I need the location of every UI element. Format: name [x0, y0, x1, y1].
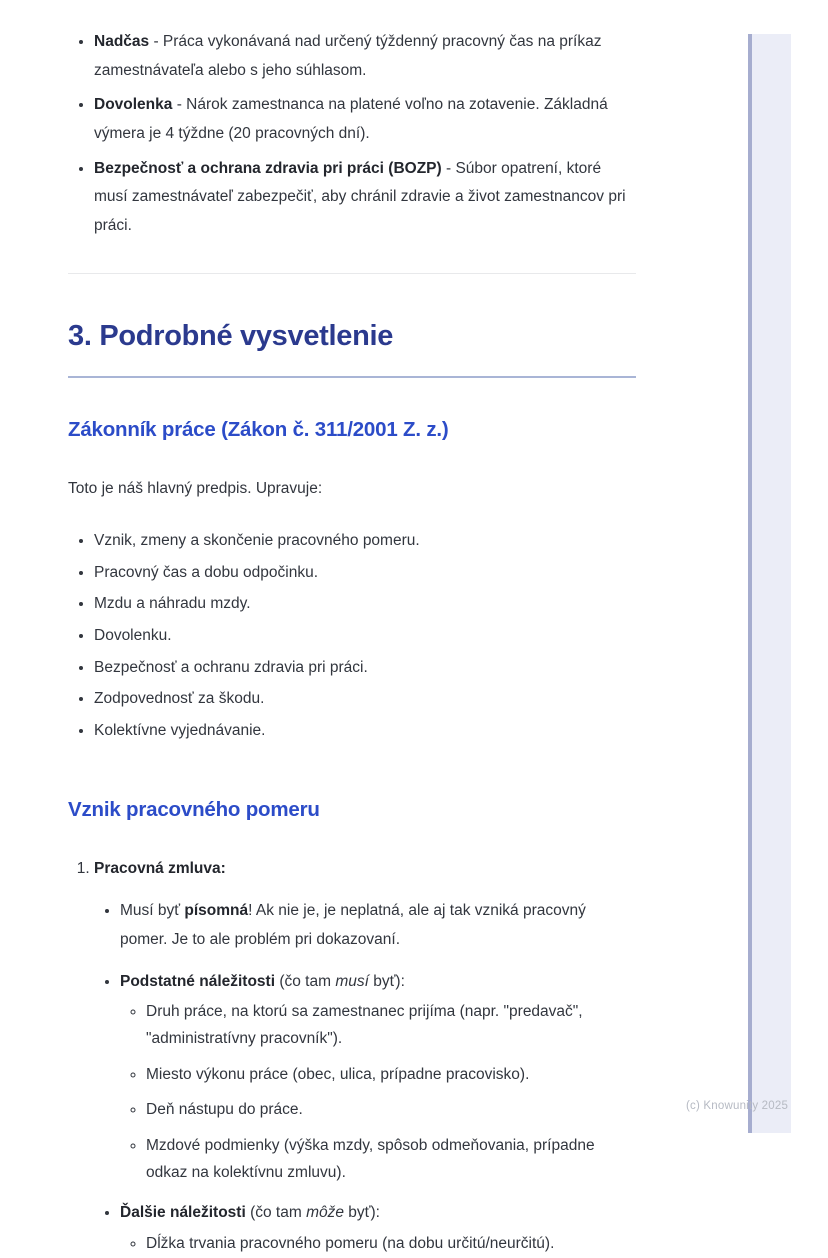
- numbered-list: [68, 855, 636, 1258]
- text-run: Musí byť: [120, 902, 185, 920]
- text-run: (čo tam: [275, 972, 336, 990]
- lead-paragraph: Toto je náš hlavný predpis. Upravuje:: [68, 480, 323, 498]
- list-item: [120, 1199, 636, 1257]
- term-desc: - Súbor opatrení, ktoré musí zamestnávateľ zabezpečiť, aby chránil zdravie a život zamestnancov pri práci.: [94, 159, 626, 235]
- term-desc: - Práca vykonávaná nad určený týždenný pracovný čas na príkaz zamestnávateľa alebo s jeho súhlasom.: [94, 33, 602, 79]
- numbered-item-label: Pracovná zmluva:: [94, 859, 226, 877]
- list-item: [94, 28, 636, 85]
- text-run: byť):: [368, 972, 405, 990]
- list-item: • Pracovný čas a dobu odpočinku.: [94, 559, 636, 588]
- list-item: • Vznik, zmeny a skončenie pracovného pomeru.: [94, 527, 636, 556]
- scrollbar-track[interactable]: [748, 34, 791, 1133]
- copyright-watermark: (c) Knowunity 2025: [686, 1100, 789, 1112]
- list-item: ◦ Deň nástupu do práce.: [146, 1097, 636, 1124]
- list-item: ◦ Mzdové podmienky (výška mzdy, spôsob odmeňovania, prípadne odkaz na kolektívnu zmluvu).: [146, 1133, 636, 1186]
- list-item: • Kolektívne vyjednávanie.: [94, 717, 636, 746]
- list-item: [94, 91, 636, 148]
- subsection-heading-vznik: Vznik pracovného pomeru: [68, 797, 320, 821]
- zmluva-sublist: [94, 897, 636, 1257]
- list-item: • Dovolenku.: [94, 622, 636, 651]
- section-divider: [68, 273, 636, 274]
- italic-run: môže: [306, 1204, 344, 1222]
- list-item: [94, 155, 636, 241]
- list-item: ◦ Druh práce, na ktorú sa zamestnanec prijíma (napr. "predavač", "administratívny pracovník").: [146, 999, 636, 1052]
- list-item: • Zodpovednosť za škodu.: [94, 685, 636, 714]
- list-item: ◦ Dĺžka trvania pracovného pomeru (na dobu určitú/neurčitú).: [146, 1231, 636, 1258]
- bold-run: Ďalšie náležitosti: [120, 1204, 246, 1222]
- list-item: • Bezpečnosť a ochranu zdravia pri práci.: [94, 654, 636, 683]
- text-run: byť):: [343, 1204, 380, 1222]
- text-run: ! Ak nie je, je neplatná, ale aj tak vzniká pracovný pomer. Je to ale problém pri dokazovaní.: [120, 902, 586, 948]
- list-item: [120, 897, 636, 954]
- term-bozp: Bezpečnosť a ochrana zdravia pri práci (BOZP): [94, 159, 442, 177]
- term-dovolenka: Dovolenka: [94, 96, 173, 114]
- numbered-item-pracovna-zmluva: [94, 855, 636, 1258]
- italic-run: musí: [335, 972, 369, 990]
- term-desc: - Nárok zamestnanca na platené voľno na zotavenie. Základná výmera je 4 týždne (20 pracovných dní).: [94, 96, 608, 143]
- bold-run: písomná: [184, 902, 249, 920]
- podstatne-sublist: [120, 999, 636, 1186]
- section-heading: 3. Podrobné vysvetlenie: [68, 310, 636, 379]
- text-run: (čo tam: [245, 1204, 307, 1222]
- subsection-heading-zakonnik: Zákonník práce (Zákon č. 311/2001 Z. z.): [68, 418, 449, 442]
- intro-list: [68, 28, 636, 241]
- list-item: [120, 968, 636, 1187]
- list-item: • Mzdu a náhradu mzdy.: [94, 590, 636, 619]
- dalsie-sublist: [120, 1231, 636, 1258]
- bold-run: Podstatné náležitosti: [120, 972, 276, 990]
- term-nadcas: Nadčas: [94, 33, 150, 50]
- list-item: ◦ Miesto výkonu práce (obec, ulica, prípadne pracovisko).: [146, 1062, 636, 1089]
- zakonnik-list: [68, 527, 636, 746]
